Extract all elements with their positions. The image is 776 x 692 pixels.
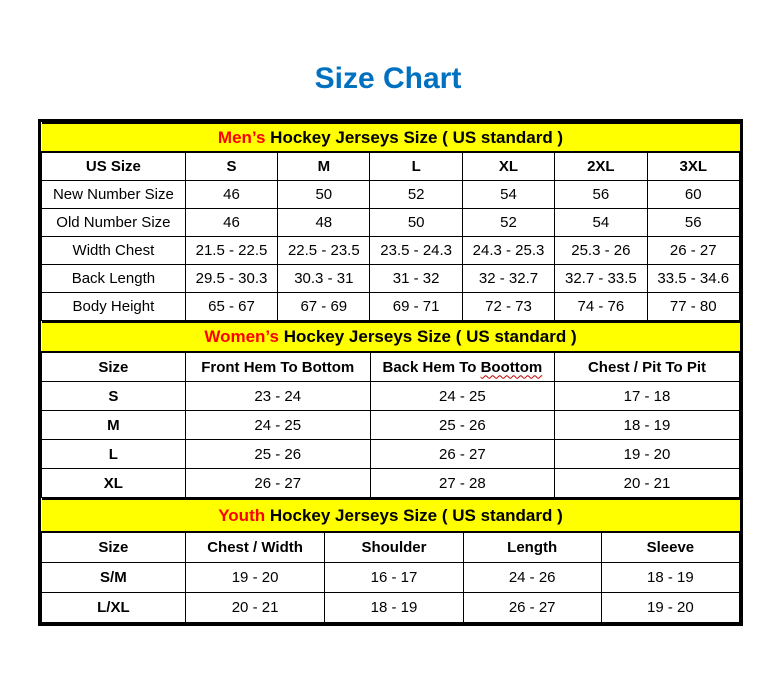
size-value-cell: 18 - 19 [555, 411, 740, 440]
row-label: M [42, 411, 186, 440]
column-header-prefix: Back Hem To [382, 358, 481, 376]
column-header: Size [42, 352, 186, 382]
size-value-cell: 50 [370, 209, 462, 237]
size-value-cell: 74 - 76 [555, 293, 647, 321]
table-row [42, 469, 740, 498]
table-row [42, 593, 740, 623]
mens-section-band [42, 123, 740, 152]
column-header: Size [42, 532, 186, 563]
youth-header-row [42, 532, 740, 563]
size-value-cell: 27 - 28 [370, 469, 554, 498]
column-header: Length [463, 532, 601, 563]
table-row [42, 181, 740, 209]
womens-section-title-rest: Hockey Jerseys Size ( US standard ) [278, 327, 577, 346]
size-value-cell: 46 [185, 181, 277, 209]
size-value-cell: 32.7 - 33.5 [555, 265, 647, 293]
size-value-cell: 25 - 26 [370, 411, 554, 440]
size-value-cell: 23 - 24 [185, 382, 370, 411]
size-value-cell: 24 - 25 [185, 411, 370, 440]
size-value-cell: 54 [555, 209, 647, 237]
size-value-cell: 32 - 32.7 [462, 265, 554, 293]
size-value-cell: 26 - 27 [647, 237, 739, 265]
size-value-cell: 67 - 69 [278, 293, 370, 321]
table-row [42, 440, 740, 469]
size-value-cell: 24.3 - 25.3 [462, 237, 554, 265]
size-value-cell: 69 - 71 [370, 293, 462, 321]
mens-size-table [41, 122, 740, 321]
size-value-cell: 20 - 21 [185, 593, 325, 623]
youth-section-title-rest: Hockey Jerseys Size ( US standard ) [265, 505, 563, 525]
row-label: Old Number Size [42, 209, 186, 237]
size-value-cell: 22.5 - 23.5 [278, 237, 370, 265]
youth-section-title [42, 499, 740, 532]
size-value-cell: 54 [462, 181, 554, 209]
size-value-cell: 46 [185, 209, 277, 237]
youth-section-band [42, 499, 740, 532]
column-header-squiggle-word: Boottom [480, 358, 543, 376]
column-header: 3XL [647, 152, 739, 181]
size-value-cell: 26 - 27 [463, 593, 601, 623]
size-value-cell: 18 - 19 [325, 593, 463, 623]
column-header: M [278, 152, 370, 181]
size-value-cell: 16 - 17 [325, 563, 463, 593]
mens-section-title [42, 123, 740, 152]
column-header: Sleeve [601, 532, 739, 563]
size-value-cell: 24 - 26 [463, 563, 601, 593]
womens-header-row [42, 352, 740, 382]
size-value-cell: 52 [370, 181, 462, 209]
mens-section-title-rest: Hockey Jerseys Size ( US standard ) [265, 127, 564, 147]
row-label: New Number Size [42, 181, 186, 209]
size-value-cell: 29.5 - 30.3 [185, 265, 277, 293]
size-value-cell: 65 - 67 [185, 293, 277, 321]
size-value-cell: 30.3 - 31 [278, 265, 370, 293]
column-header: 2XL [555, 152, 647, 181]
table-row [42, 293, 740, 321]
size-value-cell: 56 [647, 209, 739, 237]
size-value-cell: 26 - 27 [370, 440, 554, 469]
size-value-cell: 26 - 27 [185, 469, 370, 498]
table-row [42, 563, 740, 593]
youth-size-table [41, 498, 740, 623]
size-value-cell: 72 - 73 [462, 293, 554, 321]
size-value-cell: 31 - 32 [370, 265, 462, 293]
column-header: Front Hem To Bottom [185, 352, 370, 382]
size-value-cell: 48 [278, 209, 370, 237]
row-label: Back Length [42, 265, 186, 293]
row-label: Width Chest [42, 237, 186, 265]
size-value-cell: 56 [555, 181, 647, 209]
column-header: Shoulder [325, 532, 463, 563]
row-label: S [42, 382, 186, 411]
page-title: Size Chart [314, 62, 462, 95]
youth-section-title-highlight: Youth [218, 505, 266, 525]
column-header: S [185, 152, 277, 181]
size-value-cell: 33.5 - 34.6 [647, 265, 739, 293]
table-row [42, 237, 740, 265]
size-value-cell: 60 [647, 181, 739, 209]
size-value-cell: 50 [278, 181, 370, 209]
mens-section-title-highlight: Men’s [217, 127, 266, 147]
column-header-misspelled [370, 352, 554, 382]
size-value-cell: 25 - 26 [185, 440, 370, 469]
womens-section-band [42, 322, 740, 352]
column-header: XL [462, 152, 554, 181]
size-value-cell: 24 - 25 [370, 382, 554, 411]
column-header: US Size [42, 152, 186, 181]
row-label: XL [42, 469, 186, 498]
mens-header-row [42, 152, 740, 181]
table-row [42, 265, 740, 293]
row-label: S/M [42, 563, 186, 593]
size-value-cell: 19 - 20 [601, 593, 739, 623]
size-value-cell: 77 - 80 [647, 293, 739, 321]
size-chart-container [38, 119, 743, 626]
size-value-cell: 17 - 18 [555, 382, 740, 411]
size-value-cell: 19 - 20 [555, 440, 740, 469]
table-row [42, 411, 740, 440]
size-value-cell: 18 - 19 [601, 563, 739, 593]
womens-size-table [41, 321, 740, 498]
table-row [42, 382, 740, 411]
size-value-cell: 20 - 21 [555, 469, 740, 498]
table-row [42, 209, 740, 237]
womens-section-title-highlight: Women’s [204, 327, 279, 346]
size-value-cell: 52 [462, 209, 554, 237]
row-label: Body Height [42, 293, 186, 321]
size-value-cell: 21.5 - 22.5 [185, 237, 277, 265]
row-label: L/XL [42, 593, 186, 623]
size-value-cell: 23.5 - 24.3 [370, 237, 462, 265]
size-value-cell: 19 - 20 [185, 563, 325, 593]
size-value-cell: 25.3 - 26 [555, 237, 647, 265]
column-header: Chest / Pit To Pit [555, 352, 740, 382]
column-header: Chest / Width [185, 532, 325, 563]
womens-section-title [42, 322, 740, 352]
row-label: L [42, 440, 186, 469]
column-header: L [370, 152, 462, 181]
